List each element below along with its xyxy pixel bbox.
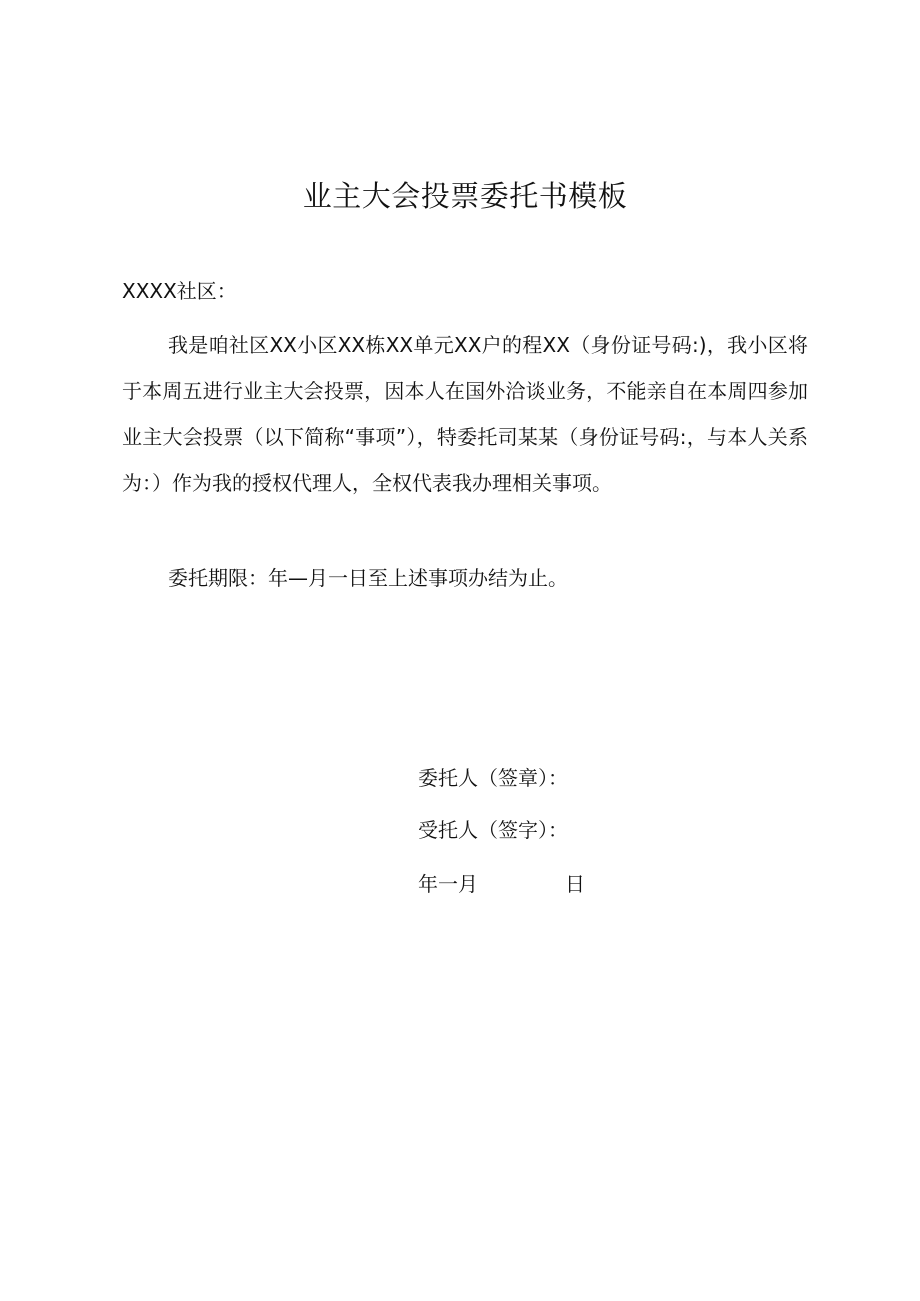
- document-title: 业主大会投票委托书模板: [302, 179, 628, 213]
- agent-signature-label: 受托人（签字）：: [418, 818, 568, 842]
- date-year-month: 年一月: [418, 872, 478, 896]
- signature-date: [418, 866, 585, 902]
- principal-signature-label: 委托人（签章）：: [418, 766, 568, 790]
- salutation: XXXX社区：: [122, 279, 237, 303]
- date-day: 日: [565, 872, 585, 896]
- body-paragraph: 我是咱社区XX小区XX栋XX单元XX户的程XX（身份证号码:)，我小区将于本周五进行业主大会投票，因本人在国外洽谈业务，不能亲自在本周四参加业主大会投票（以下简称“事项”），特委托司某某（身份证号码:，与本人关系为：）作为我的授权代理人，全权代表我办理相关事项。: [122, 333, 808, 495]
- entrustment-period: 委托期限：年—月一日至上述事项办结为止。: [168, 566, 568, 590]
